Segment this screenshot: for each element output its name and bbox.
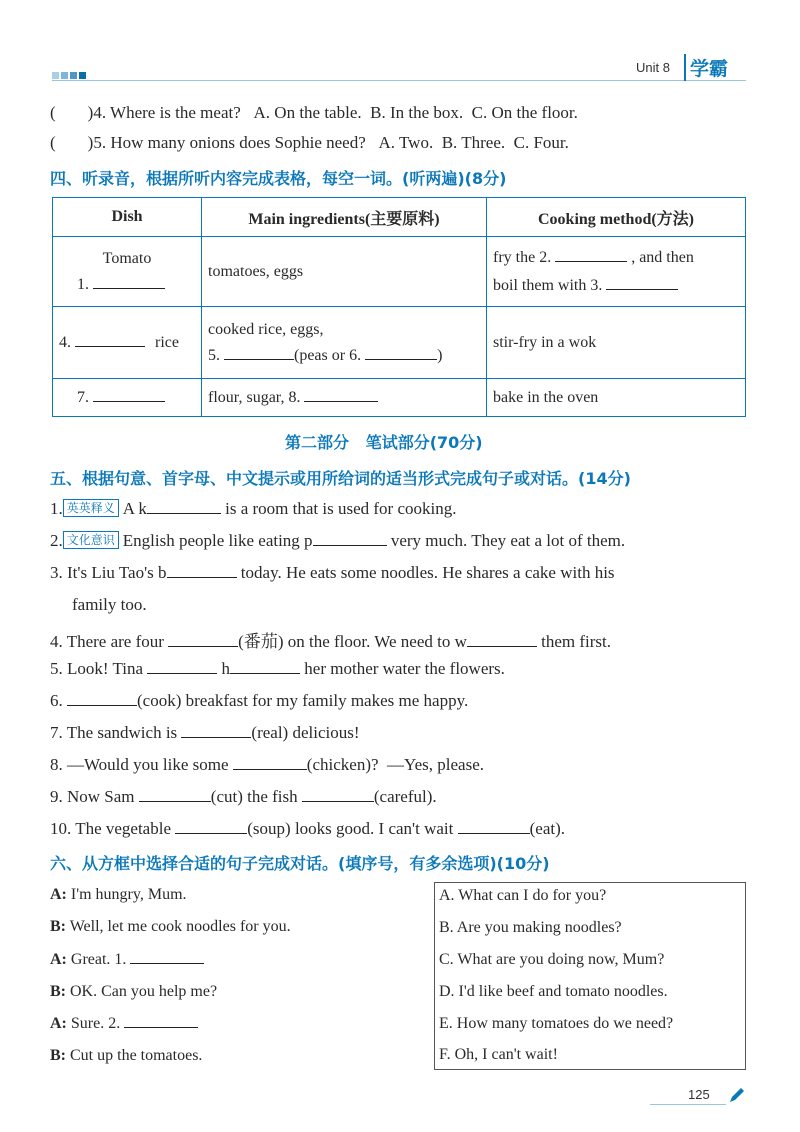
blank[interactable]	[130, 962, 204, 964]
s5-q4: 4. There are four (番茄) on the floor. We need to w them first.	[50, 632, 612, 651]
blank[interactable]	[313, 544, 387, 546]
blank-2[interactable]	[555, 260, 627, 262]
method-cell-1: fry the 2. , and then boil them with 3.	[487, 237, 746, 307]
unit-label: Unit 8	[636, 60, 670, 75]
dish-cell-2: 4. rice	[53, 307, 202, 379]
s5-q7: 7. The sandwich is (real) delicious!	[50, 723, 360, 742]
col-method: Cooking method(方法)	[487, 198, 746, 237]
dish-cell-3: 7.	[53, 379, 202, 417]
blank[interactable]	[458, 832, 530, 834]
blank-1[interactable]	[93, 287, 165, 289]
blank[interactable]	[124, 1026, 198, 1028]
s5-q8: 8. —Would you like some (chicken)? —Yes, please.	[50, 755, 484, 774]
tag-english-definition: 英英释义	[63, 499, 119, 517]
section4-title: 四、听录音，根据所听内容完成表格，每空一词。(听两遍)(8分)	[50, 169, 507, 188]
blank-4[interactable]	[75, 345, 145, 347]
blank[interactable]	[175, 832, 247, 834]
option-a: A. What can I do for you?	[439, 887, 607, 904]
s5-q1: 1. 英英释义 A k is a room that is used for cooking.	[50, 499, 457, 518]
option-e: E. How many tomatoes do we need?	[439, 1015, 674, 1032]
ingr-cell-1: tomatoes, eggs	[202, 237, 487, 307]
dish-cell-1: Tomato 1.	[53, 237, 202, 307]
square-icon	[52, 72, 59, 79]
dialog-line-5: A: Sure. 2.	[50, 1015, 198, 1033]
dialog-line-4: B: OK. Can you help me?	[50, 983, 218, 1000]
option-c: C. What are you doing now, Mum?	[439, 951, 665, 968]
blank[interactable]	[233, 768, 307, 770]
s5-q5: 5. Look! Tina h her mother water the flowers.	[50, 659, 505, 678]
footer-rule	[650, 1104, 726, 1105]
col-ingredients: Main ingredients(主要原料)	[202, 198, 487, 237]
listening-table	[52, 197, 746, 417]
dialog-line-6: B: Cut up the tomatoes.	[50, 1047, 203, 1064]
square-icon	[70, 72, 77, 79]
header-squares	[52, 66, 86, 84]
blank[interactable]	[168, 645, 238, 647]
s5-q6: 6. (cook) breakfast for my family makes me happy.	[50, 691, 469, 710]
ingr-cell-2: cooked rice, eggs, 5. (peas or 6. )	[202, 307, 487, 379]
s5-q3-cont: family too.	[72, 595, 147, 614]
options-box	[434, 882, 746, 1070]
page-number: 125	[688, 1087, 710, 1102]
col-dish: Dish	[53, 198, 202, 237]
option-d: D. I'd like beef and tomato noodles.	[439, 983, 668, 1000]
s5-q10: 10. The vegetable (soup) looks good. I can't wait (eat).	[50, 819, 565, 838]
blank-7[interactable]	[93, 400, 165, 402]
s5-q9: 9. Now Sam (cut) the fish (careful).	[50, 787, 437, 806]
dialog-line-2: B: Well, let me cook noodles for you.	[50, 918, 291, 935]
dialog-line-1: A: I'm hungry, Mum.	[50, 886, 187, 903]
brand-logo: 学霸	[684, 54, 728, 81]
s5-q3: 3. It's Liu Tao's b today. He eats some noodles. He shares a cake with his	[50, 563, 615, 582]
square-icon	[79, 72, 86, 79]
blank[interactable]	[467, 645, 537, 647]
question-4: ( )4. Where is the meat? A. On the table. B. In the box. C. On the floor.	[50, 103, 578, 122]
blank-5[interactable]	[224, 358, 294, 360]
blank-3[interactable]	[606, 288, 678, 290]
blank[interactable]	[302, 800, 374, 802]
blank[interactable]	[67, 704, 137, 706]
option-b: B. Are you making noodles?	[439, 919, 622, 936]
ingr-cell-3: flour, sugar, 8.	[202, 379, 487, 417]
blank[interactable]	[147, 512, 221, 514]
square-icon	[61, 72, 68, 79]
blank[interactable]	[139, 800, 211, 802]
blank[interactable]	[181, 736, 251, 738]
section6-title: 六、从方框中选择合适的句子完成对话。(填序号，有多余选项)(10分)	[50, 854, 550, 873]
method-cell-2: stir-fry in a wok	[487, 307, 746, 379]
blank[interactable]	[167, 576, 237, 578]
blank[interactable]	[230, 672, 300, 674]
dialog-line-3: A: Great. 1.	[50, 951, 204, 969]
question-5: ( )5. How many onions does Sophie need? A. Two. B. Three. C. Four.	[50, 133, 569, 152]
part2-title: 第二部分 笔试部分(70分)	[285, 433, 483, 452]
blank[interactable]	[147, 672, 217, 674]
s5-q2: 2. 文化意识 English people like eating p very much. They eat a lot of them.	[50, 531, 626, 550]
method-cell-3: bake in the oven	[487, 379, 746, 417]
blank-6[interactable]	[365, 358, 437, 360]
option-f: F. Oh, I can't wait!	[439, 1046, 558, 1063]
tag-culture: 文化意识	[63, 531, 119, 549]
blank-8[interactable]	[304, 400, 378, 402]
pencil-icon	[728, 1086, 746, 1109]
header-rule	[52, 80, 746, 81]
section5-title: 五、根据句意、首字母、中文提示或用所给词的适当形式完成句子或对话。(14分)	[50, 469, 631, 488]
